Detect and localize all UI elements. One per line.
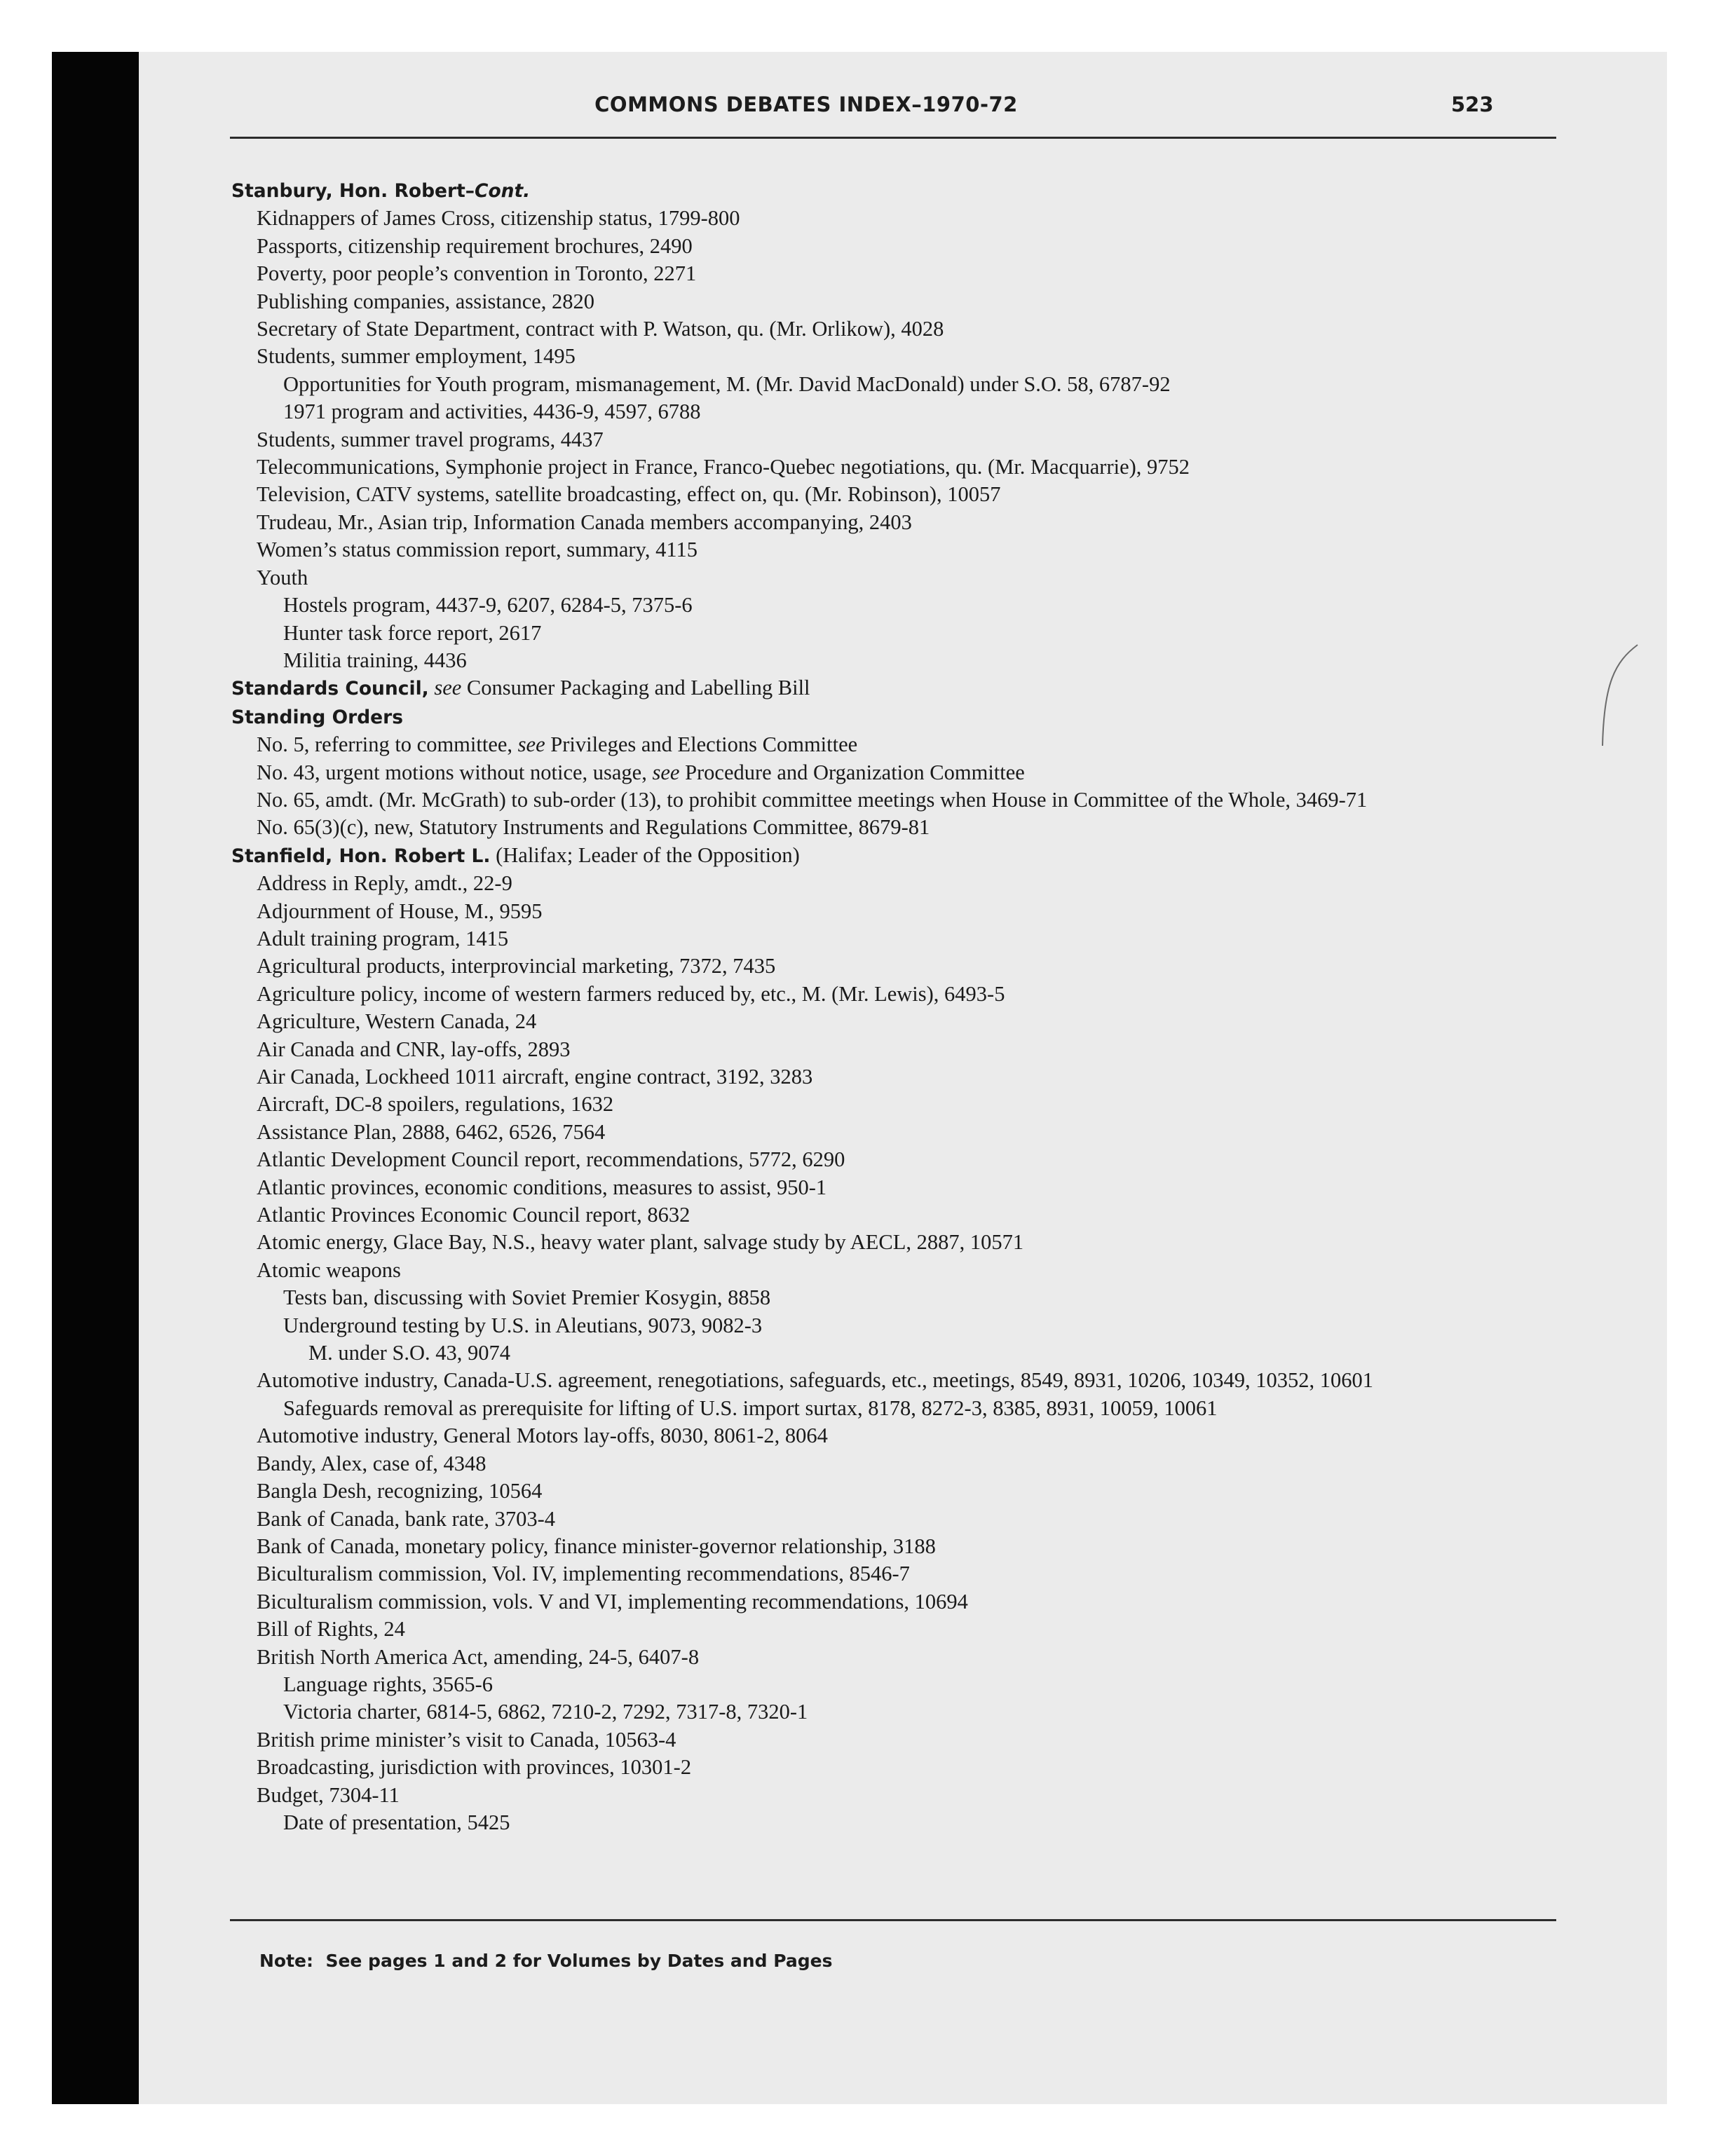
index-subentry: Bangla Desh, recognizing, 10564 (257, 1479, 543, 1503)
index-subentry: Publishing companies, assistance, 2820 (257, 289, 595, 313)
index-subentry: Opportunities for Youth program, mismanagement, M. (Mr. David MacDonald) under S.O. 58, 6787-92 (283, 371, 1171, 396)
index-subentry: British North America Act, amending, 24-5, 6407-8 (257, 1644, 700, 1669)
index-subentry: Aircraft, DC-8 spoilers, regulations, 1632 (257, 1092, 614, 1117)
index-subentry: Bandy, Alex, case of, 4348 (257, 1451, 487, 1475)
index-subentry: Atlantic provinces, economic conditions, measures to assist, 950-1 (257, 1175, 827, 1199)
index-subentry: Secretary of State Department, contract with P. Watson, qu. (Mr. Orlikow), 4028 (257, 317, 944, 341)
index-subentry: Bank of Canada, bank rate, 3703-4 (257, 1506, 556, 1531)
index-subentry: Atlantic Development Council report, recommendations, 5772, 6290 (257, 1147, 845, 1172)
index-subentry: Agricultural products, interprovincial marketing, 7372, 7435 (257, 954, 776, 978)
index-subentry: Telecommunications, Symphonie project in France, Franco-Quebec negotiations, qu. (Mr. Macquarrie), 9752 (257, 455, 1190, 479)
index-heading-stanfield: Stanfield, Hon. Robert L. (Halifax; Leader of the Opposition) (231, 842, 800, 867)
index-subentry: Biculturalism commission, Vol. IV, implementing recommendations, 8546-7 (257, 1562, 910, 1586)
index-subentry: Hostels program, 4437-9, 6207, 6284-5, 7375-6 (283, 593, 693, 618)
page-header-title: COMMONS DEBATES INDEX–1970-72 (594, 93, 1018, 116)
index-subentry: Tests ban, discussing with Soviet Premier Kosygin, 8858 (283, 1285, 771, 1310)
index-subentry: Atomic weapons (257, 1257, 401, 1282)
margin-pencil-mark (1594, 641, 1643, 753)
index-subentry: British prime minister’s visit to Canada, 10563-4 (257, 1727, 676, 1752)
index-subentry: Address in Reply, amdt., 22-9 (257, 871, 512, 896)
index-subentry: Agriculture policy, income of western farmers reduced by, etc., M. (Mr. Lewis), 6493-5 (257, 981, 1005, 1006)
index-subentry: Air Canada, Lockheed 1011 aircraft, engine contract, 3192, 3283 (257, 1065, 813, 1089)
index-subentry: Victoria charter, 6814-5, 6862, 7210-2, 7292, 7317-8, 7320-1 (283, 1700, 808, 1724)
scanned-page (52, 52, 1667, 2104)
index-subentry: Date of presentation, 5425 (283, 1810, 510, 1834)
footnote: Note: See pages 1 and 2 for Volumes by Dates and Pages (259, 1951, 833, 1971)
index-subentry: Automotive industry, Canada-U.S. agreement, renegotiations, safeguards, etc., meetings, 8549, 8931, 10206, 10349, 10352, 10601 (257, 1368, 1374, 1393)
index-subentry: Youth (257, 565, 308, 589)
index-subentry: Adjournment of House, M., 9595 (257, 899, 543, 923)
index-subentry: No. 65(3)(c), new, Statutory Instruments and Regulations Committee, 8679-81 (257, 815, 930, 840)
index-subentry: 1971 program and activities, 4436-9, 4597, 6788 (283, 400, 701, 424)
index-subentry: No. 65, amdt. (Mr. McGrath) to sub-order (13), to prohibit committee meetings when House in Committee of the Whole, 3469-71 (257, 787, 1368, 812)
index-subentry: Language rights, 3565-6 (283, 1672, 493, 1696)
index-subentry: Women’s status commission report, summary, 4115 (257, 538, 698, 562)
index-subentry: No. 5, referring to committee, see Privileges and Elections Committee (257, 732, 858, 757)
footer-rule (230, 1919, 1556, 1921)
index-subentry: Broadcasting, jurisdiction with provinces, 10301-2 (257, 1755, 692, 1780)
index-subentry: Budget, 7304-11 (257, 1782, 400, 1807)
index-subentry: Trudeau, Mr., Asian trip, Information Canada members accompanying, 2403 (257, 510, 912, 534)
index-heading-standards-council: Standards Council, see Consumer Packaging and Labelling Bill (231, 676, 810, 700)
index-subentry: Underground testing by U.S. in Aleutians, 9073, 9082-3 (283, 1313, 763, 1337)
index-subentry: Kidnappers of James Cross, citizenship status, 1799-800 (257, 206, 740, 231)
index-subentry: Militia training, 4436 (283, 648, 467, 672)
index-subentry: Biculturalism commission, vols. V and VI, implementing recommendations, 10694 (257, 1589, 968, 1613)
index-subentry: Television, CATV systems, satellite broadcasting, effect on, qu. (Mr. Robinson), 10057 (257, 482, 1001, 507)
index-subentry: Automotive industry, General Motors lay-offs, 8030, 8061-2, 8064 (257, 1424, 828, 1448)
index-subentry: Students, summer travel programs, 4437 (257, 427, 604, 451)
header-rule (230, 137, 1556, 139)
index-subentry: No. 43, urgent motions without notice, usage, see Procedure and Organization Committee (257, 760, 1025, 784)
index-subentry: Hunter task force report, 2617 (283, 620, 542, 645)
index-subentry: Agriculture, Western Canada, 24 (257, 1009, 537, 1034)
index-subentry: Assistance Plan, 2888, 6462, 6526, 7564 (257, 1119, 606, 1144)
index-subentry: Passports, citizenship requirement brochures, 2490 (257, 233, 693, 258)
binding-edge (52, 52, 139, 2104)
index-entries (231, 177, 1563, 1836)
index-subentry: Students, summer employment, 1495 (257, 344, 576, 369)
index-subentry: Air Canada and CNR, lay-offs, 2893 (257, 1037, 571, 1061)
index-heading-standing-orders: Standing Orders (231, 706, 403, 728)
index-subentry: Bank of Canada, monetary policy, finance minister-governor relationship, 3188 (257, 1534, 936, 1558)
index-subentry: Atlantic Provinces Economic Council report, 8632 (257, 1203, 690, 1227)
index-subentry: M. under S.O. 43, 9074 (308, 1341, 511, 1365)
index-subentry: Adult training program, 1415 (257, 926, 509, 950)
index-subentry: Safeguards removal as prerequisite for lifting of U.S. import surtax, 8178, 8272-3, 8385, 8931, 10059, 10061 (283, 1396, 1218, 1420)
index-heading-stanbury: Stanbury, Hon. Robert–Cont. (231, 180, 531, 202)
index-subentry: Atomic energy, Glace Bay, N.S., heavy water plant, salvage study by AECL, 2887, 10571 (257, 1230, 1024, 1255)
index-subentry: Poverty, poor people’s convention in Toronto, 2271 (257, 261, 697, 286)
page-number: 523 (1451, 93, 1494, 116)
index-subentry: Bill of Rights, 24 (257, 1617, 405, 1642)
